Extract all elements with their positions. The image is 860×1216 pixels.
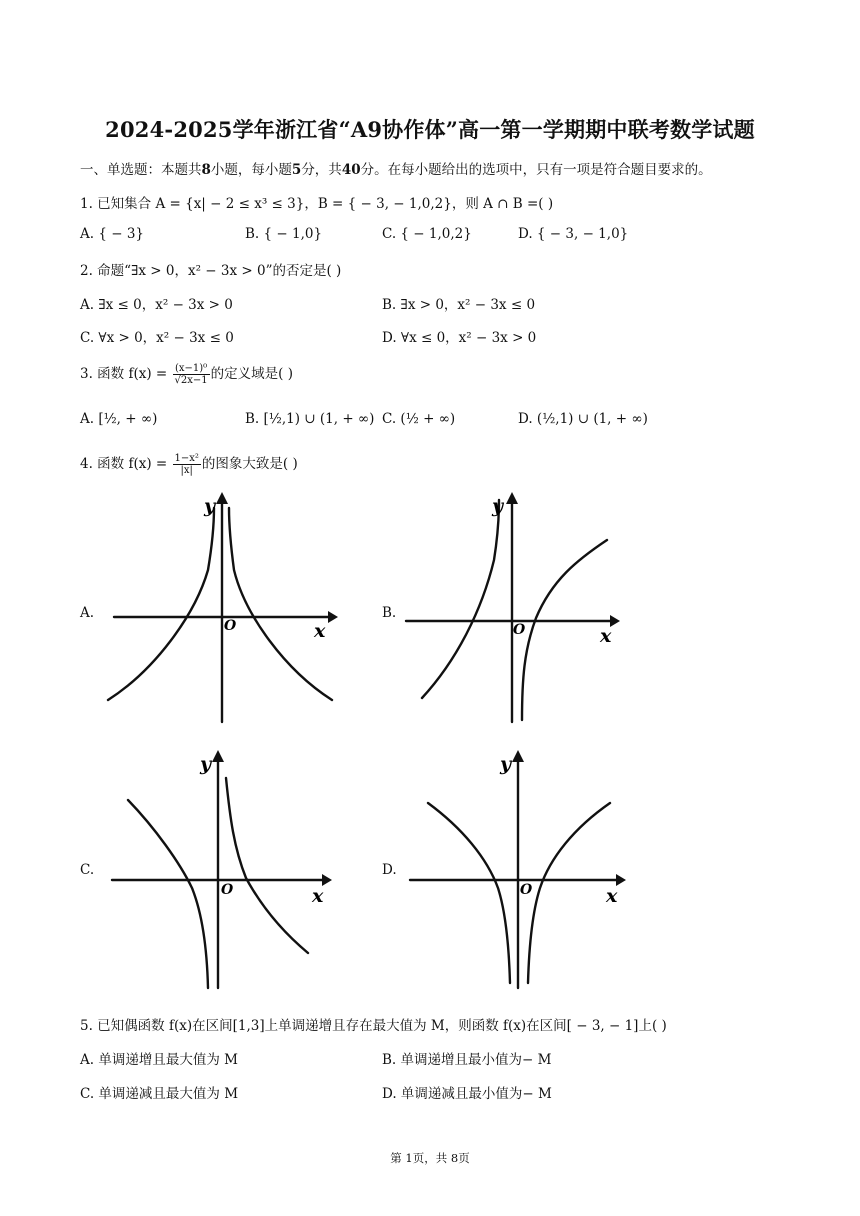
- graph-c-y-arrow: [212, 750, 224, 762]
- graph-a-y-arrow: [216, 492, 228, 504]
- points-each: 5: [291, 162, 302, 178]
- graph-c-label[interactable]: C.: [80, 862, 95, 878]
- question-3-option-b[interactable]: B. [½,1) ∪ (1, + ∞): [245, 411, 375, 427]
- section-heading-prefix: 一、单选题：本题共: [80, 162, 202, 178]
- question-1-option-d[interactable]: D. { − 3, − 1,0}: [518, 226, 629, 242]
- question-3-stem: [80, 362, 293, 386]
- question-1-option-c[interactable]: C. { − 1,0,2}: [382, 226, 472, 242]
- graph-b-x-arrow: [610, 615, 620, 627]
- graph-c-left-branch: [128, 800, 208, 988]
- question-1-option-a[interactable]: A. { − 3}: [80, 226, 144, 242]
- graph-a-label[interactable]: A.: [80, 605, 95, 621]
- graph-a-x-arrow: [328, 611, 338, 623]
- question-3-fraction-denominator: √2x−1: [174, 375, 208, 386]
- question-2-option-a[interactable]: A. ∃x ≤ 0，x² − 3x > 0: [80, 297, 233, 313]
- graph-a-y-label: y: [204, 495, 216, 517]
- graph-b-label[interactable]: B.: [382, 605, 397, 621]
- question-5-option-d[interactable]: D. 单调递减且最小值为− M: [382, 1086, 552, 1102]
- graph-c-x-arrow: [322, 874, 332, 886]
- question-4-fraction-numerator: 1−x²: [174, 453, 199, 464]
- graph-a-origin-label: O: [224, 618, 237, 634]
- question-5-option-a[interactable]: A. 单调递增且最大值为 M: [80, 1052, 238, 1068]
- graph-b-right-branch: [522, 540, 607, 720]
- graph-c[interactable]: [100, 748, 340, 993]
- paper-title: 2024-2025学年浙江省“A9协作体”高一第一学期期中联考数学试题: [105, 117, 755, 142]
- graph-d-y-arrow: [512, 750, 524, 762]
- question-4-fraction-denominator: |x|: [180, 465, 193, 476]
- graph-d-x-arrow: [616, 874, 626, 886]
- question-5-option-b[interactable]: B. 单调递增且最小值为− M: [382, 1052, 552, 1068]
- graph-b-y-label: y: [492, 495, 504, 517]
- question-4-fraction: [173, 453, 201, 476]
- question-4-stem-suffix: 的图象大致是( ): [201, 456, 298, 472]
- question-3-fraction: [173, 363, 210, 386]
- question-2-option-c[interactable]: C. ∀x > 0，x² − 3x ≤ 0: [80, 330, 234, 346]
- question-3-option-c[interactable]: C. (½ + ∞): [382, 411, 456, 427]
- graph-d-right-branch: [528, 803, 610, 983]
- graph-b[interactable]: [402, 490, 627, 725]
- question-count: 8: [201, 162, 211, 178]
- graph-b-y-arrow: [506, 492, 518, 504]
- question-5-option-c[interactable]: C. 单调递减且最大值为 M: [80, 1086, 239, 1102]
- graph-c-x-label: x: [312, 885, 324, 907]
- section-heading-tail: 分。在每小题给出的选项中，只有一项是符合题目要求的。: [360, 162, 712, 178]
- question-2-option-d[interactable]: D. ∀x ≤ 0，x² − 3x > 0: [382, 330, 537, 346]
- graph-a-left-branch: [108, 508, 214, 700]
- question-1-stem: 1. 已知集合 A = {x| − 2 ≤ x³ ≤ 3}，B = { − 3, − 1,0,2}，则 A ∩ B =( ): [80, 196, 554, 212]
- question-3-option-d[interactable]: D. (½,1) ∪ (1, + ∞): [518, 411, 648, 427]
- question-2-stem: 2. 命题“∃x > 0，x² − 3x > 0”的否定是( ): [80, 263, 342, 279]
- graph-c-y-label: y: [200, 753, 212, 775]
- graph-c-right-branch: [226, 778, 308, 953]
- page-footer: 第 1页，共 8页: [390, 1151, 470, 1165]
- section-heading-mid1: 小题，每小题: [210, 162, 292, 178]
- section-heading-mid2: 分，共: [301, 162, 342, 178]
- question-3-stem-prefix: 3. 函数 f(x) =: [80, 366, 168, 382]
- graph-d-y-label: y: [500, 753, 512, 775]
- graph-d-x-label: x: [606, 885, 618, 907]
- question-5-stem: 5. 已知偶函数 f(x)在区间[1,3]上单调递增且存在最大值为 M，则函数 f(x)在区间[ − 3, − 1]上( ): [80, 1018, 667, 1034]
- graph-c-origin-label: O: [221, 882, 234, 898]
- graph-d-left-branch: [428, 803, 510, 983]
- question-4-stem: [80, 452, 298, 476]
- question-3-stem-suffix: 的定义域是( ): [210, 366, 293, 382]
- graph-b-left-branch: [422, 500, 499, 698]
- graph-a[interactable]: [100, 490, 340, 725]
- graph-d-label[interactable]: D.: [382, 862, 397, 878]
- question-4-stem-prefix: 4. 函数 f(x) =: [80, 456, 168, 472]
- graph-b-origin-label: O: [513, 622, 526, 638]
- graph-d[interactable]: [402, 748, 632, 993]
- points-total: 40: [341, 162, 361, 178]
- question-2-option-b[interactable]: B. ∃x > 0，x² − 3x ≤ 0: [382, 297, 536, 313]
- graph-a-right-branch: [229, 508, 332, 700]
- graph-d-origin-label: O: [520, 882, 533, 898]
- graph-a-x-label: x: [314, 620, 326, 642]
- question-3-option-a[interactable]: A. [½, + ∞): [80, 411, 158, 427]
- section-heading: [80, 158, 712, 178]
- graph-b-x-label: x: [600, 625, 612, 647]
- question-1-option-b[interactable]: B. { − 1,0}: [245, 226, 323, 242]
- question-3-fraction-numerator: (x−1)⁰: [173, 363, 210, 375]
